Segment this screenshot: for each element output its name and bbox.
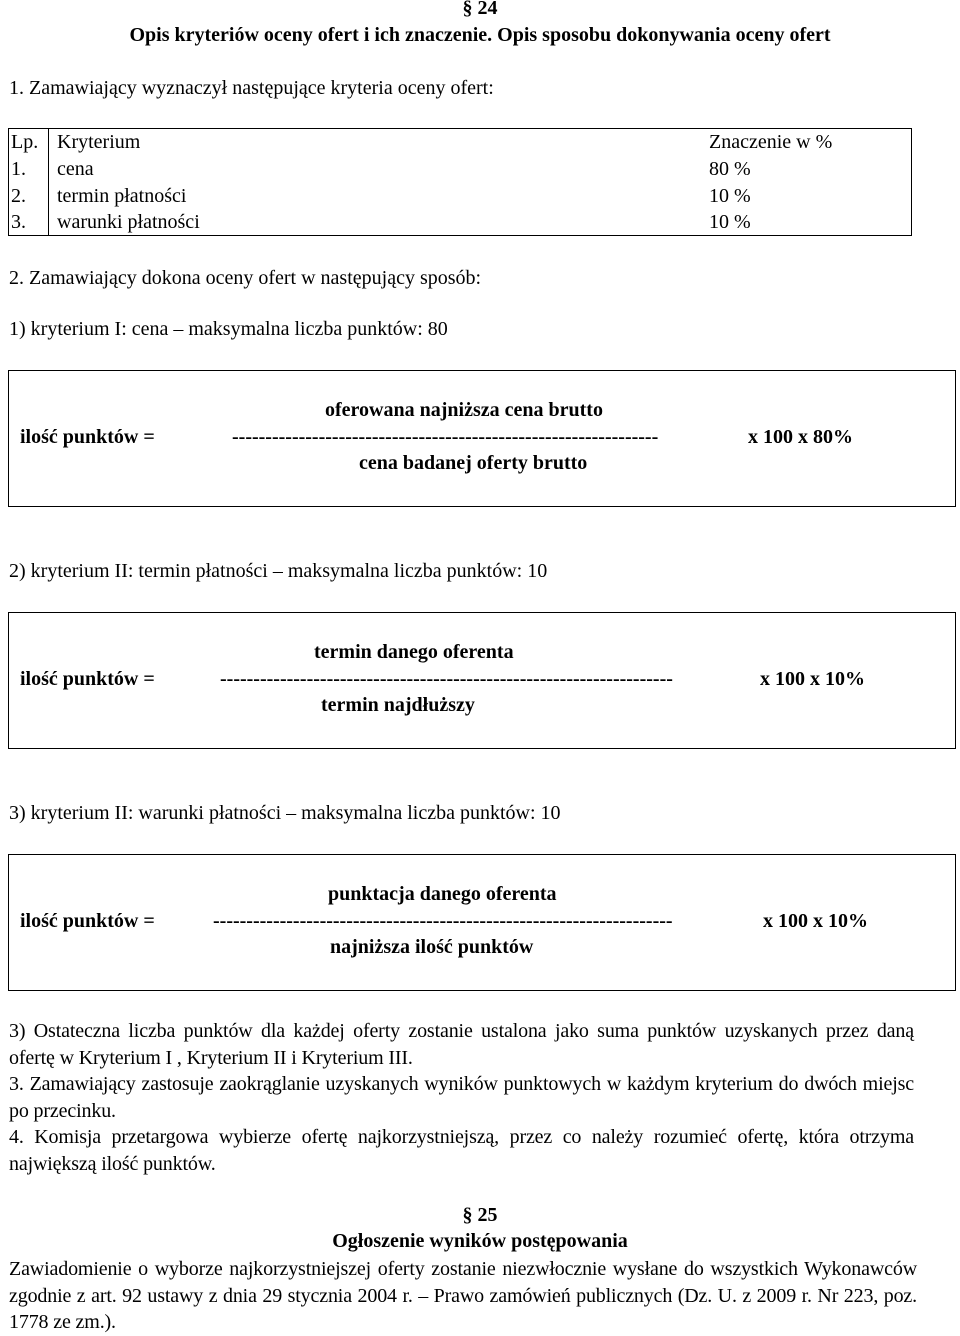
formula-left-side: ilość punktów = [20, 426, 155, 448]
formula-fraction-line: ---------------------------------------------------------------- [232, 426, 659, 448]
formula-left-side: ilość punktów = [20, 910, 155, 932]
table-row [9, 156, 911, 182]
intro-criteria-text: 1. Zamawiający wyznaczył następujące kryteria oceny ofert: [9, 77, 494, 99]
table-row [9, 183, 911, 209]
row-weight: 80 % [709, 158, 751, 180]
formula-multiplier: x 100 x 10% [760, 668, 865, 690]
criteria-table [8, 128, 912, 236]
row-number: 2. [11, 185, 26, 207]
selection-paragraph: 4. Komisja przetargowa wybierze ofertę najkorzystniejszą, przez co należy rozumieć ofertę, która otrzyma największą ilość punktów. [9, 1126, 914, 1175]
criterion-1-heading [9, 318, 448, 341]
final-score-paragraph: 3) Ostateczna liczba punktów dla każdej oferty zostanie ustalona jako suma punktów uzyskanych przez daną ofertę w Kryterium I , Kryterium II i Kryterium III. [9, 1020, 914, 1069]
section-24-title: Opis kryteriów oceny ofert i ich znaczenie. Opis sposobu dokonywania oceny ofert [129, 24, 831, 46]
header-weight: Znaczenie w % [709, 131, 833, 153]
formula-denominator: cena badanej oferty brutto [359, 452, 588, 474]
formula-fraction-line: -------------------------------------------------------------------- [220, 668, 673, 690]
section-25-number: § 25 [462, 1204, 498, 1226]
row-weight: 10 % [709, 185, 751, 207]
table-row [9, 209, 911, 235]
criterion-3-formula-box [8, 854, 956, 991]
table-header-row [9, 129, 911, 155]
row-number: 1. [11, 158, 26, 180]
row-weight: 10 % [709, 211, 751, 233]
criterion-3-heading-text: 3) kryterium II: warunki płatności – maksymalna liczba punktów: 10 [9, 802, 561, 824]
formula-multiplier: x 100 x 10% [763, 910, 868, 932]
formula-fraction-line: --------------------------------------------------------------------- [213, 910, 673, 932]
formula-numerator: punktacja danego oferenta [328, 883, 557, 905]
formula-denominator: termin najdłuższy [321, 694, 475, 716]
row-number: 3. [11, 211, 26, 233]
header-criterion: Kryterium [57, 131, 141, 153]
section-25-title: Ogłoszenie wyników postępowania [332, 1230, 628, 1252]
row-criterion: warunki płatności [57, 211, 200, 233]
criterion-2-heading [9, 560, 547, 583]
intro-method-text: 2. Zamawiający dokona oceny ofert w następujący sposób: [9, 267, 482, 289]
formula-numerator: termin danego oferenta [314, 641, 514, 663]
section-24-number: § 24 [462, 0, 498, 19]
header-lp: Lp. [11, 131, 39, 153]
criterion-3-heading [9, 802, 561, 825]
formula-numerator: oferowana najniższa cena brutto [325, 399, 603, 421]
rounding-paragraph: 3. Zamawiający zastosuje zaokrąglanie uzyskanych wyników punktowych w każdym kryterium do dwóch miejsc po przecinku. [9, 1073, 914, 1122]
row-criterion: termin płatności [57, 185, 187, 207]
criterion-1-heading-text: 1) kryterium I: cena – maksymalna liczba punktów: 80 [9, 318, 448, 340]
criterion-2-formula-box [8, 612, 956, 749]
section-25-body: Zawiadomienie o wyborze najkorzystniejszej oferty zostanie niezwłocznie wysłane do wszystkich Wykonawców zgodnie z art. 92 ustawy z dnia 29 stycznia 2004 r. – Prawo zamówień publicznych (Dz. U. z 2009 r. Nr 223, poz. 1778 ze zm.). [9, 1258, 917, 1334]
criterion-2-heading-text: 2) kryterium II: termin płatności – maksymalna liczba punktów: 10 [9, 560, 548, 582]
formula-denominator: najniższa ilość punktów [330, 936, 534, 958]
formula-multiplier: x 100 x 80% [748, 426, 853, 448]
formula-left-side: ilość punktów = [20, 668, 155, 690]
criterion-1-formula-box [8, 370, 956, 507]
row-criterion: cena [57, 158, 94, 180]
